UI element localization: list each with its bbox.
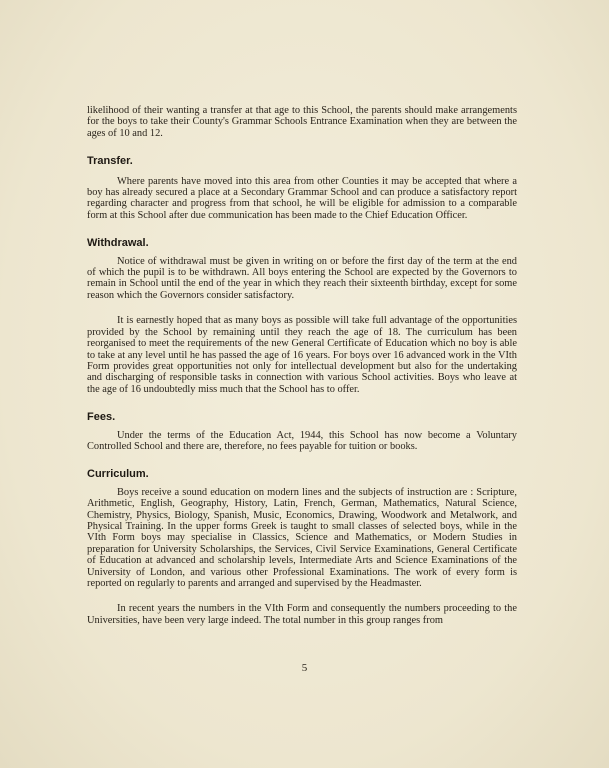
fees-paragraph: Under the terms of the Education Act, 1944, this School has now become a Voluntary Controlled School and there are, therefore, no fees payable for tuition or books. <box>87 429 517 452</box>
withdrawal-heading: Withdrawal. <box>87 237 149 250</box>
transfer-paragraph: Where parents have moved into this area from other Counties it may be accepted that where a boy has already secured a place at a Secondary Grammar School and can produce a satisfactory report regarding character and progress from that school, he will be eligible for admission to a comparable form at this School after due communication has been made to the Chief Education Officer. <box>87 175 517 221</box>
transfer-heading: Transfer. <box>87 155 133 168</box>
curriculum-heading: Curriculum. <box>87 468 149 481</box>
page-number: 5 <box>301 662 308 674</box>
withdrawal-paragraph-1: Notice of withdrawal must be given in writing on or before the first day of the term at the end of which the pupil is to be withdrawn. All boys entering the School are expected by the Governors to remain in School until the end of the year in which they reach their sixteenth birthday, except for some reason which the Governors consider satisfactory. <box>87 255 517 301</box>
withdrawal-paragraph-2: It is earnestly hoped that as many boys as possible will take full advantage of the opportunities provided by the School by remaining until they reach the age of 18. The curriculum has been reorganised to meet the requirements of the new General Certificate of Education which no boy is able to take at any level until he has passed the age of 16 years. For boys over 16 advanced work in the VIth Form provides great opportunities not only for intellectual development but also for the undertaking and discharging of responsible tasks in connection with various School activities. Boys who leave at the age of 16 undoubtedly miss much that the School has to offer. <box>87 315 517 395</box>
fees-heading: Fees. <box>87 411 116 424</box>
intro-paragraph: likelihood of their wanting a transfer at that age to this School, the parents should make arrangements for the boys to take their County's Grammar Schools Entrance Examination when they are between the ages of 10 and 12. <box>87 105 517 139</box>
page-content <box>87 105 517 626</box>
curriculum-paragraph-2: In recent years the numbers in the VIth Form and consequently the numbers proceeding to the Universities, have been very large indeed. The total number in this group ranges from <box>87 603 517 626</box>
curriculum-paragraph-1: Boys receive a sound education on modern lines and the subjects of instruction are : Scripture, Arithmetic, English, Geography, History, Latin, French, German, Mathematics, Natural Science, Chemistry, Physics, Biology, Spanish, Music, Economics, Drawing, Woodwork and Metalwork, and Physical Training. In the upper forms Greek is taught to small classes of selected boys, while in the VIth Form boys may specialise in Classics, Science and Mathematics, or Modern Studies in preparation for University Scholarships, the Services, Civil Service Examinations, General Certificate of Education at advanced and scholarship levels, Intermediate Arts and Science Examinations of the University of London, and various other Professional Examinations. The work of every form is reported on regularly to parents and arranged and supervised by the Headmaster. <box>87 486 517 589</box>
